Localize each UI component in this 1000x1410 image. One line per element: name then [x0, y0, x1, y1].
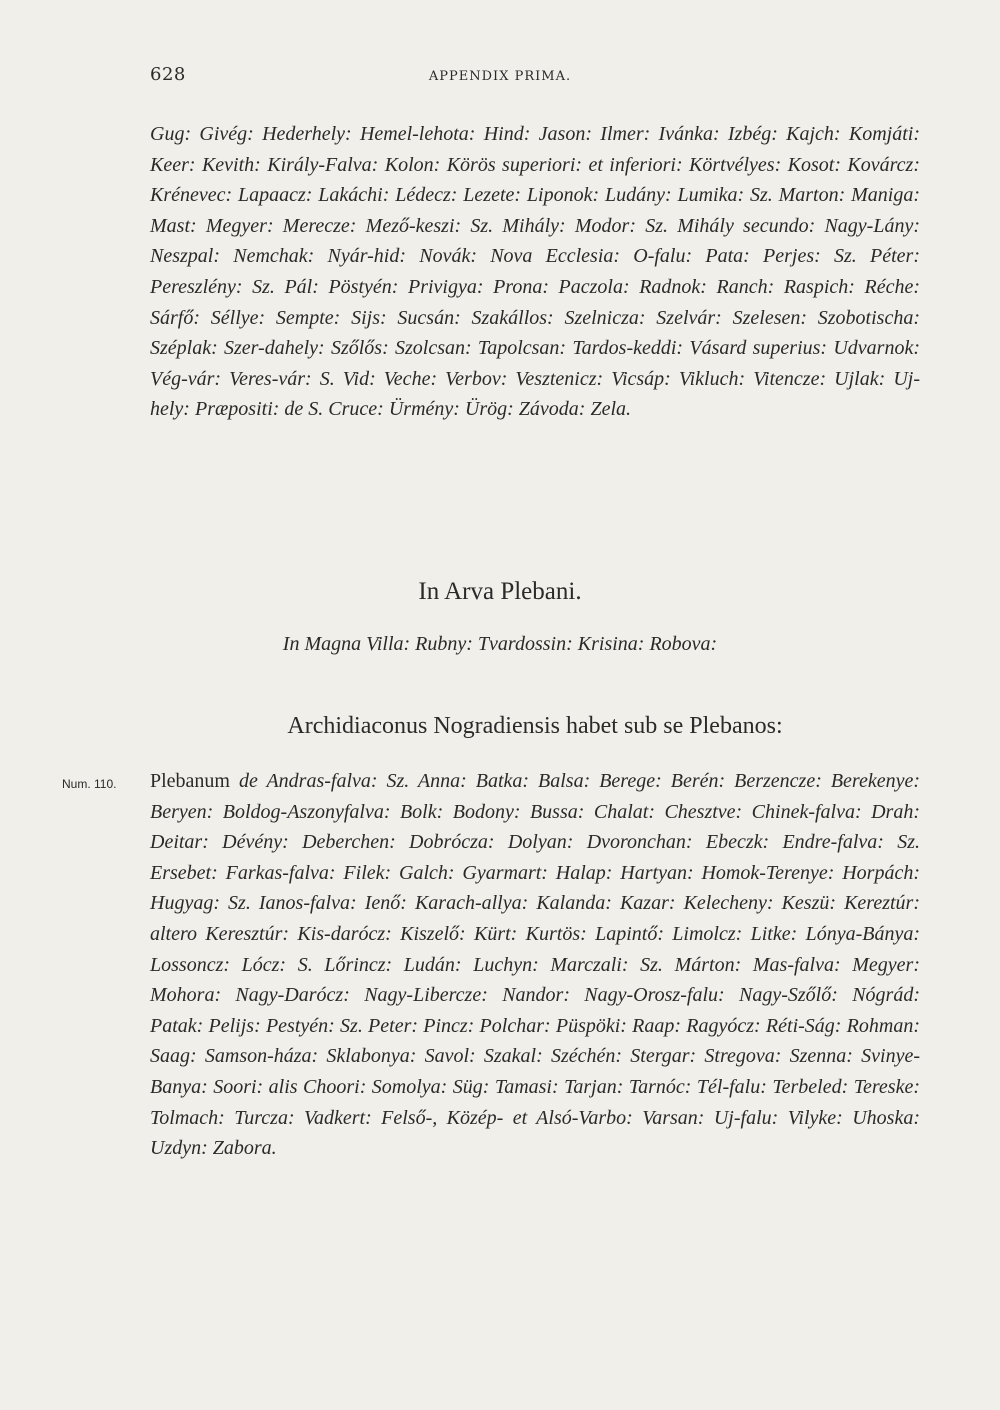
arva-parish-list: In Magna Villa: Rubny: Tvardossin: Krisina: Robova: — [282, 633, 718, 655]
parish-list-paragraph: Gug: Givég: Hederhely: Hemel-lehota: Hind: Jason: Ilmer: Ivánka: Izbég: Kajch: Komjáti: Keer: Kevith: Király-Falva: Kolon: Körös superiori: et inferiori: Körtvélyes: Kosot: Kovárcz: Krénevec: Lapaacz: Lakáchi: Lédecz: Lezete: Liponok: Ludány: Lumika: Sz. Marton: Maniga: Mast: Megyer: Merecze: Mező-keszi: Sz. Mihály: Modor: Sz. Mihály secundo: Nagy-Lány: Neszpal: Nemchak: Nyár-hid: Novák: Nova Ecclesia: O-falu: Pata: Perjes: Sz. Péter: Pereszlény: Sz. Pál: Pöstyén: Privigya: Prona: Paczola: Radnok: Ranch: Raspich: Réche: Sárfő: Séllye: Sempte: Sijs: Sucsán: Szakállos: Szelnicza: Szelvár: Szelesen: Szobotischa: Széplak: Szer-dahely: Szőlős: Szolcsan: Tapolcsan: Tardos-keddi: Vásard superius: Udvarnok: Vég-vár: Veres-vár: S. Vid: Veche: Verbov: Vesztenicz: Vicsáp: Vikluch: Vitencze: Ujlak: Uj-hely: Præpositi: de S. Cruce: Ürmény: Ürög: Závoda: Zela. — [150, 123, 920, 421]
page-number: 628 — [150, 64, 186, 85]
lead-word: Plebanum — [150, 770, 230, 792]
running-head: APPENDIX PRIMA. — [428, 69, 572, 84]
section-heading-arva: In Arva Plebani. — [418, 578, 582, 605]
section-heading-archidiaconus: Archidiaconus Nogradiensis habet sub se Plebanos: — [287, 713, 783, 739]
margin-note: Num. 110. — [62, 777, 117, 791]
nograd-parish-list-paragraph — [150, 766, 920, 1164]
nograd-parish-list-text: de Andras-falva: Sz. Anna: Batka: Balsa: Berege: Berén: Berzencze: Berekenye: Beryen: Boldog-Aszonyfalva: Bolk: Bodony: Bussa: Chalat: Chesztve: Chinek-falva: Drah: Deitar: Dévény: Deberchen: Dobrócza: Dolyan: Dvoronchan: Ebeczk: Endre-falva: Sz. Ersebet: Farkas-falva: Filek: Galch: Gyarmart: Halap: Hartyan: Homok-Terenye: Horpách: Hugyag: Sz. Ianos-falva: Ienő: Karach-allya: Kalanda: Kazar: Kelecheny: Keszü: Kereztúr: altero Keresztúr: Kis-darócz: Kiszelő: Kürt: Kurtös: Lapintő: Limolcz: Litke: Lónya-Bánya: Lossoncz: Lócz: S. Lőrincz: Ludán: Luchyn: Marczali: Sz. Márton: Mas-falva: Megyer: Mohora: Nagy-Darócz: Nagy-Libercze: Nandor: Nagy-Orosz-falu: Nagy-Szőlő: Nógrád: Patak: Pelijs: Pestyén: Sz. Peter: Pincz: Polchar: Püspöki: Raap: Ragyócz: Réti-Ság: Rohman: Saag: Samson-háza: Sklabonya: Savol: Szakal: Széchén: Stergar: Stregova: Szenna: Svinye-Banya: Soori: alis Choori: Somolya: Süg: Tamasi: Tarjan: Tarnóc: Tél-falu: Terbeled: Tereske: Tolmach: Turcza: Vadkert: Felső-, Közép- et Alsó-Varbo: Varsan: Uj-falu: Vilyke: Uhoska: Uzdyn: Zabora. — [150, 770, 920, 1160]
